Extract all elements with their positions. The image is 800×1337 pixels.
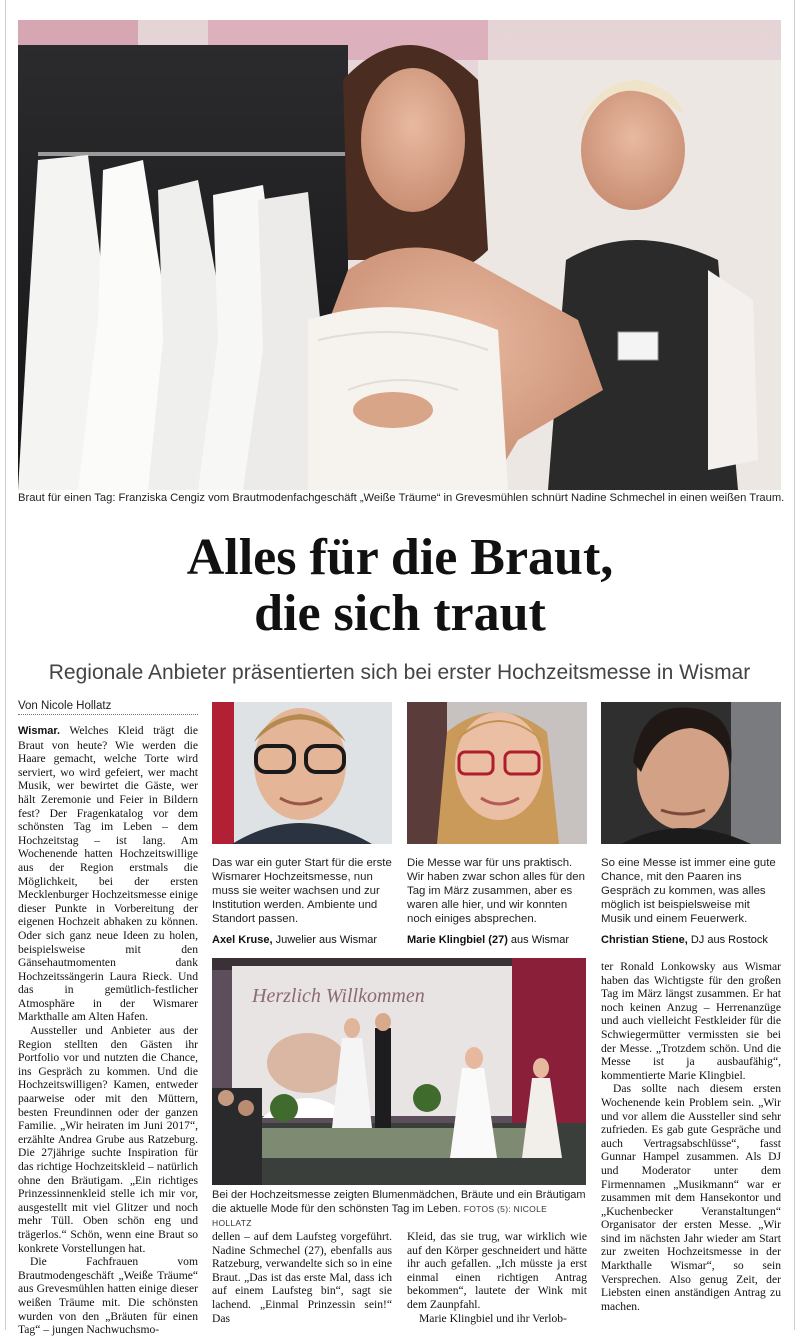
headline-line-2: die sich traut [254, 585, 546, 642]
runway-caption-text: Bei der Hochzeitsmesse zeigten Blumenmädchen, Bräute und ein Bräutigam die aktuelle Mode für den schönsten Tag im Leben. [212, 1189, 586, 1215]
article-paragraph: Das sollte nach diesem ersten Wochenende kein Problem sein. „Wir und vor allem die Aussteller sind sehr zufrieden. Es gab gute Gespräche und auch Vertragsabschlüsse“, fasst Gunnar Hampel zusammen. Als DJ und Moderator unter dem Firmennamen „Musikmann“ war er zusammen mit dem Hansekontor und „Kuchenbecker Veranstaltungen“ Organisator der ersten Messe. „Wir sind im nächsten Jahr wieder am Start zur zweiten Hochzeitsmesse in der Markthalle Wismar“, so sein Versprechen. Also genug Zeit, der Liebsten einen anständigen Antrag zu machen. [601, 1082, 781, 1313]
quote-text: So eine Messe ist immer eine gute Chance, mit den Paaren ins Gespräch zu kommen, was alles möglich ist beispielsweise mit Musik und einem Feuerwerk. [601, 857, 776, 925]
quote-role: Juwelier aus Wismar [272, 934, 378, 946]
article-paragraph: Kleid, das sie trug, war wirklich wie auf den Körper geschneidert und hätte ihr auch gefallen. „Ich müsste ja erst einmal einen richtigen Antrag bekommen“, lautete der Wink mit dem Zaunpfahl. [407, 1230, 587, 1311]
portrait-illustration [601, 702, 781, 844]
page-border-left [5, 0, 6, 1330]
quote-text: Das war ein guter Start für die erste Wismarer Hochzeitsmesse, nun muss sie weiter wachsen und zur Institution werden. Ambiente und Standort passen. [212, 857, 392, 925]
quote-role: aus Wismar [507, 934, 569, 946]
quote-attribution [601, 934, 768, 946]
runway-photo-illustration [212, 958, 586, 1185]
quote-name: Marie Klingbiel (27) [407, 934, 508, 946]
portrait-marie-klingbiel [407, 702, 587, 844]
portrait-illustration [407, 702, 587, 844]
runway-photo [212, 958, 586, 1185]
article-paragraph: Die Fachfrauen vom Brautmodengeschäft „Weiße Träume“ aus Grevesmühlen hatten einige dieser weißen Träume mit. Die schönsten wurden von den „Bräuten für einen Tag“ – jungen Nachwuchsmo- [18, 1255, 198, 1337]
article-paragraph: dellen – auf dem Laufsteg vorgeführt. Nadine Schmechel (27), ebenfalls aus Ratzeburg, verwandelte sich so in eine Braut. „Das ist das erste Mal, dass ich auf einem Laufsteg bin“, sagt sie lachend. „Einmal Prinzessin sein!“ Das [212, 1230, 392, 1325]
quote-attribution [407, 934, 569, 946]
quote-name: Axel Kruse, [212, 934, 273, 946]
subheadline: Regionale Anbieter präsentierten sich bei erster Hochzeitsmesse in Wismar [48, 661, 751, 684]
portrait-christian-stiene [601, 702, 781, 844]
quote-role: DJ aus Rostock [687, 934, 768, 946]
portrait-axel-kruse [212, 702, 392, 844]
dateline: Wismar. [18, 725, 61, 737]
quote-text: Die Messe war für uns praktisch. Wir haben zwar schon alles für den Tag im März zusammen, aber es waren alle hier, und wir konnten noch einiges absprechen. [407, 857, 585, 925]
quote-name: Christian Stiene, [601, 934, 688, 946]
hero-caption: Braut für einen Tag: Franziska Cengiz vom Brautmodenfachgeschäft „Weiße Träume“ in Grevesmühlen schnürt Nadine Schmechel in einen weißen Traum. [18, 492, 785, 504]
runway-caption [212, 1188, 586, 1230]
article-paragraph: Aussteller und Anbieter aus der Region stellten den Gästen ihr Portfolio vor und nutzten die Chance, ins Gespräch zu kommen. Und die Hochzeitswilligen? Kamen, entweder paarweise oder mit den Müttern, besten Freundinnen oder der ganzen Familie. „Wir heiraten im Juni 2017“, erzählte Andrea Grube aus Ratzeburg. Die 27jährige suchte Inspiration für das richtige Hochzeitskleid – natürlich ohne den Bräutigam. „Ein richtiges Prinzessinnenkleid stelle ich mir vor, ausgestellt mit viel Glitzer und noch mehr Tüll. Oben schön eng und trägerlos.“ Schön, wenn eine Braut so konkrete Vorstellungen hat. [18, 1024, 198, 1255]
page-border-right [794, 0, 795, 1330]
article-paragraph: ter Ronald Lonkowsky aus Wismar haben das Wichtigste für den großen Tag im März längst zusammen. Er hat noch keinen Anzug – Herrenanzüge und auch vielleicht Festkleider für die Schwiegermütter vermissten sie bei der Messe. „Trotzdem schön. Und die Messe ist ja ausbaufähig“, kommentierte Marie Klingbiel. [601, 960, 781, 1082]
paragraph-text: Welches Kleid trägt die Braut von heute? Wie werden die Haare gemacht, welche Torte wird serviert, wo wird gefeiert, wer macht Musik, wer bewirtet die Gäste, wer hält Zeremonie und Feier in Bildern fest? Der Fragenkatalog vor dem schönsten Tag im Leben – dem Hochzeitstag – ist lang. Am Wochenende hatten Hochzeitswillige aus der Region erstmals die Möglichkeit, bei der ersten Mecklenburger Hochzeitsmesse einige dieser Punkte in Vorbereitung der eigenen Hochzeit abhaken zu können. Oder sich ganz neue Ideen zu holen, beispielsweise mit den Gänsehautmomenten dank Hochzeitssängerin Laura Rieck. Und das in gemütlich-festlicher Atmosphäre in der Wismarer Markthalle am Alten Hafen. [18, 724, 198, 1024]
article-column-3 [407, 1230, 587, 1325]
quote-attribution [212, 934, 377, 946]
hero-photo-illustration [18, 20, 781, 490]
headline [40, 530, 760, 642]
banner-text: Herzlich Willkommen [252, 985, 425, 1007]
article-column-1 [18, 724, 198, 1337]
article-paragraph: Marie Klingbiel und ihr Verlob- [419, 1311, 567, 1325]
headline-line-1: Alles für die Braut, [186, 529, 614, 586]
byline: Von Nicole Hollatz [18, 700, 198, 715]
article-paragraph [18, 724, 198, 1024]
hero-photo [18, 20, 781, 490]
article-column-4 [601, 960, 781, 1313]
photo-credit: FOTOS (5): NICOLE HOLLATZ [212, 1204, 548, 1228]
article-column-2 [212, 1230, 392, 1325]
portrait-illustration [212, 702, 392, 844]
